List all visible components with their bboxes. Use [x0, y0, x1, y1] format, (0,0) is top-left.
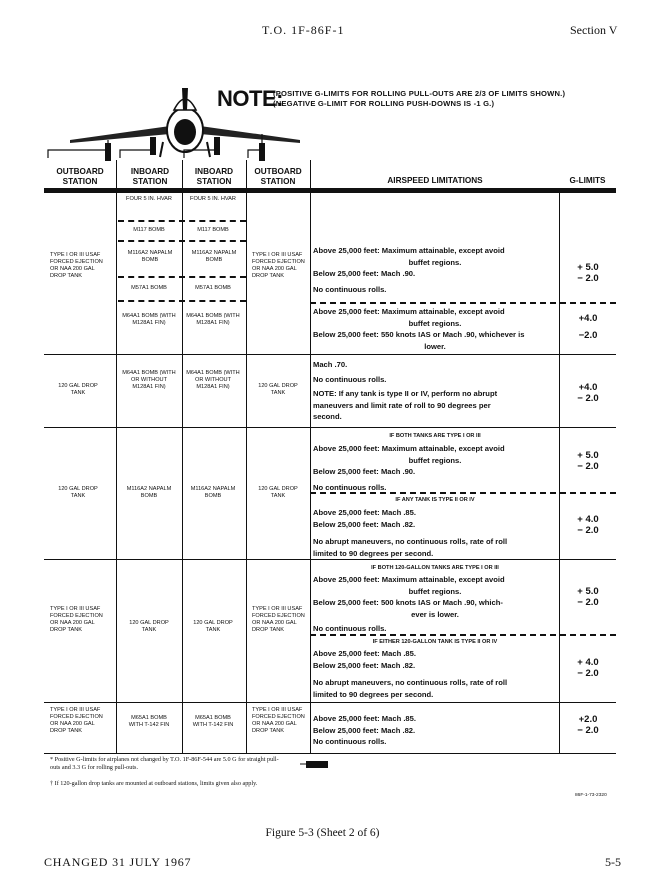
footnote-1: * Positive G-limits for airplanes not changed by T.O. 1F-86F-544 are 5.0 G for straight pull-outs and 3.3 G for rolling pull-outs. [50, 756, 279, 771]
note-line-1: (POSITIVE G-LIMITS FOR ROLLING PULL-OUTS ARE 2/3 OF LIMITS SHOWN.) [273, 89, 566, 98]
changed-date: CHANGED 31 JULY 1967 [44, 855, 192, 869]
r4-outboard-right: TYPE I OR III USAF FORCED EJECTION OR NAA 200 GAL DROP TANK [252, 606, 305, 633]
r3-glimit-a: + 5.0 − 2.0 [577, 450, 599, 472]
col-outboard-right: OUTBOARD STATION [254, 167, 302, 186]
page-number: 5-5 [605, 855, 621, 869]
r4-heading-1: IF BOTH 120-GALLON TANKS ARE TYPE I OR III [371, 565, 499, 571]
r1-inboard-left-item-3: M116A2 NAPALM BOMB [127, 250, 173, 263]
r2-glimit: +4.0 − 2.0 [577, 382, 599, 404]
r1-airspeed-a: Above 25,000 feet: Maximum attainable, except avoid buffet regions. Below 25,000 feet: Mach .90. No continuous rolls. [313, 246, 505, 294]
r1-outboard-right: TYPE I OR III USAF FORCED EJECTION OR NAA 200 GAL DROP TANK [252, 252, 305, 279]
figure-tag: 86F-1-73-2320 [575, 793, 607, 798]
col-inboard-right: INBOARD STATION [194, 167, 234, 186]
r3-outboard-left: 120 GAL DROP TANK [58, 486, 98, 499]
r1-inboard-left-item-4: M57A1 BOMB [131, 285, 167, 291]
col-inboard-left: INBOARD STATION [130, 167, 170, 186]
r1-glimit-b: +4.0 −2.0 [578, 313, 598, 341]
r2-airspeed: Mach .70. No continuous rolls. NOTE: If any tank is type II or IV, perform no abrupt maneuvers and limit rate of roll to 90 degrees per second. [313, 360, 498, 421]
r4-inboard-right: 120 GAL DROP TANK [193, 620, 233, 633]
r2-outboard-left: 120 GAL DROP TANK [58, 383, 98, 396]
r5-inboard-right: M65A1 BOMB WITH T-142 FIN [192, 715, 234, 728]
r3-inboard-left: M116A2 NAPALM BOMB [126, 486, 172, 499]
r1-airspeed-b: Above 25,000 feet: Maximum attainable, except avoid buffet regions. Below 25,000 feet: 550 knots IAS or Mach .90, whichever is lower. [313, 307, 525, 351]
figure-caption: Figure 5-3 (Sheet 2 of 6) [265, 827, 380, 839]
r2-outboard-right: 120 GAL DROP TANK [258, 383, 298, 396]
col-outboard-left: OUTBOARD STATION [56, 167, 104, 186]
r3-airspeed-b: Above 25,000 feet: Mach .85. Below 25,000 feet: Mach .82. No abrupt maneuvers, no continuous rolls, rate of roll limited to 90 degrees per second. [313, 508, 508, 558]
r4-airspeed-a: Above 25,000 feet: Maximum attainable, except avoid buffet regions. Below 25,000 feet: 500 knots IAS or Mach .90, which- ever is lower. No continuous rolls. [313, 575, 505, 633]
to-number: T.O. 1F-86F-1 [262, 23, 345, 37]
r4-airspeed-b: Above 25,000 feet: Mach .85. Below 25,000 feet: Mach .82. No abrupt maneuvers, no continuous rolls, rate of roll limited to 90 degrees per second. [313, 649, 508, 699]
r4-glimit-b: + 4.0 − 2.0 [577, 657, 599, 679]
r3-inboard-right: M116A2 NAPALM BOMB [190, 486, 236, 499]
r5-outboard-left: TYPE I OR III USAF FORCED EJECTION OR NAA 200 GAL DROP TANK [50, 707, 103, 734]
r4-inboard-left: 120 GAL DROP TANK [129, 620, 169, 633]
r2-inboard-left: M64A1 BOMB (WITH OR WITHOUT M128A1 FIN) [122, 370, 176, 390]
col-airspeed: AIRSPEED LIMITATIONS [387, 176, 483, 185]
section-label: Section V [570, 23, 618, 37]
r1-inboard-right-item-1: FOUR 5 IN. HVAR [190, 196, 236, 202]
footnote-2: † If 120-gallon drop tanks are mounted at outboard stations, limits given also apply. [50, 780, 258, 787]
r2-inboard-right: M64A1 BOMB (WITH OR WITHOUT M128A1 FIN) [186, 370, 240, 390]
station-pointer-lines [0, 120, 645, 170]
note-label: NOTE: [217, 86, 283, 111]
r1-inboard-right-item-4: M57A1 BOMB [195, 285, 231, 291]
r4-heading-2: IF EITHER 120-GALLON TANK IS TYPE II OR IV [372, 639, 498, 645]
r1-inboard-left-item-2: M117 BOMB [133, 227, 165, 233]
r1-inboard-left-item-1: FOUR 5 IN. HVAR [126, 196, 172, 202]
r1-glimit-a: + 5.0 − 2.0 [577, 262, 599, 284]
r5-airspeed: Above 25,000 feet: Mach .85. Below 25,000 feet: Mach .82. No continuous rolls. [313, 714, 416, 746]
r5-outboard-right: TYPE I OR III USAF FORCED EJECTION OR NAA 200 GAL DROP TANK [252, 707, 305, 734]
stamp-mark [300, 760, 330, 770]
r1-inboard-right-item-5: M64A1 BOMB (WITH M128A1 FIN) [186, 313, 240, 326]
r3-heading-1: IF BOTH TANKS ARE TYPE I OR III [389, 433, 481, 439]
r1-inboard-right-item-3: M116A2 NAPALM BOMB [191, 250, 237, 263]
r4-outboard-left: TYPE I OR III USAF FORCED EJECTION OR NAA 200 GAL DROP TANK [50, 606, 103, 633]
r4-glimit-a: + 5.0 − 2.0 [577, 586, 599, 608]
r1-outboard-left: TYPE I OR III USAF FORCED EJECTION OR NAA 200 GAL DROP TANK [50, 252, 103, 279]
r1-inboard-right-item-2: M117 BOMB [197, 227, 229, 233]
col-glimits: G-LIMITS [569, 176, 606, 185]
r3-outboard-right: 120 GAL DROP TANK [258, 486, 298, 499]
r5-inboard-left: M65A1 BOMB WITH T-142 FIN [128, 715, 170, 728]
r3-airspeed-a: Above 25,000 feet: Maximum attainable, except avoid buffet regions. Below 25,000 feet: Mach .90. No continuous rolls. [313, 444, 505, 492]
r1-inboard-left-item-5: M64A1 BOMB (WITH M128A1 FIN) [122, 313, 176, 326]
r5-glimit: +2.0 − 2.0 [577, 714, 599, 736]
r3-glimit-b: + 4.0 − 2.0 [577, 514, 599, 536]
r3-heading-2: IF ANY TANK IS TYPE II OR IV [395, 497, 475, 503]
note-line-2: (NEGATIVE G-LIMIT FOR ROLLING PUSH-DOWNS IS -1 G.) [273, 99, 495, 108]
